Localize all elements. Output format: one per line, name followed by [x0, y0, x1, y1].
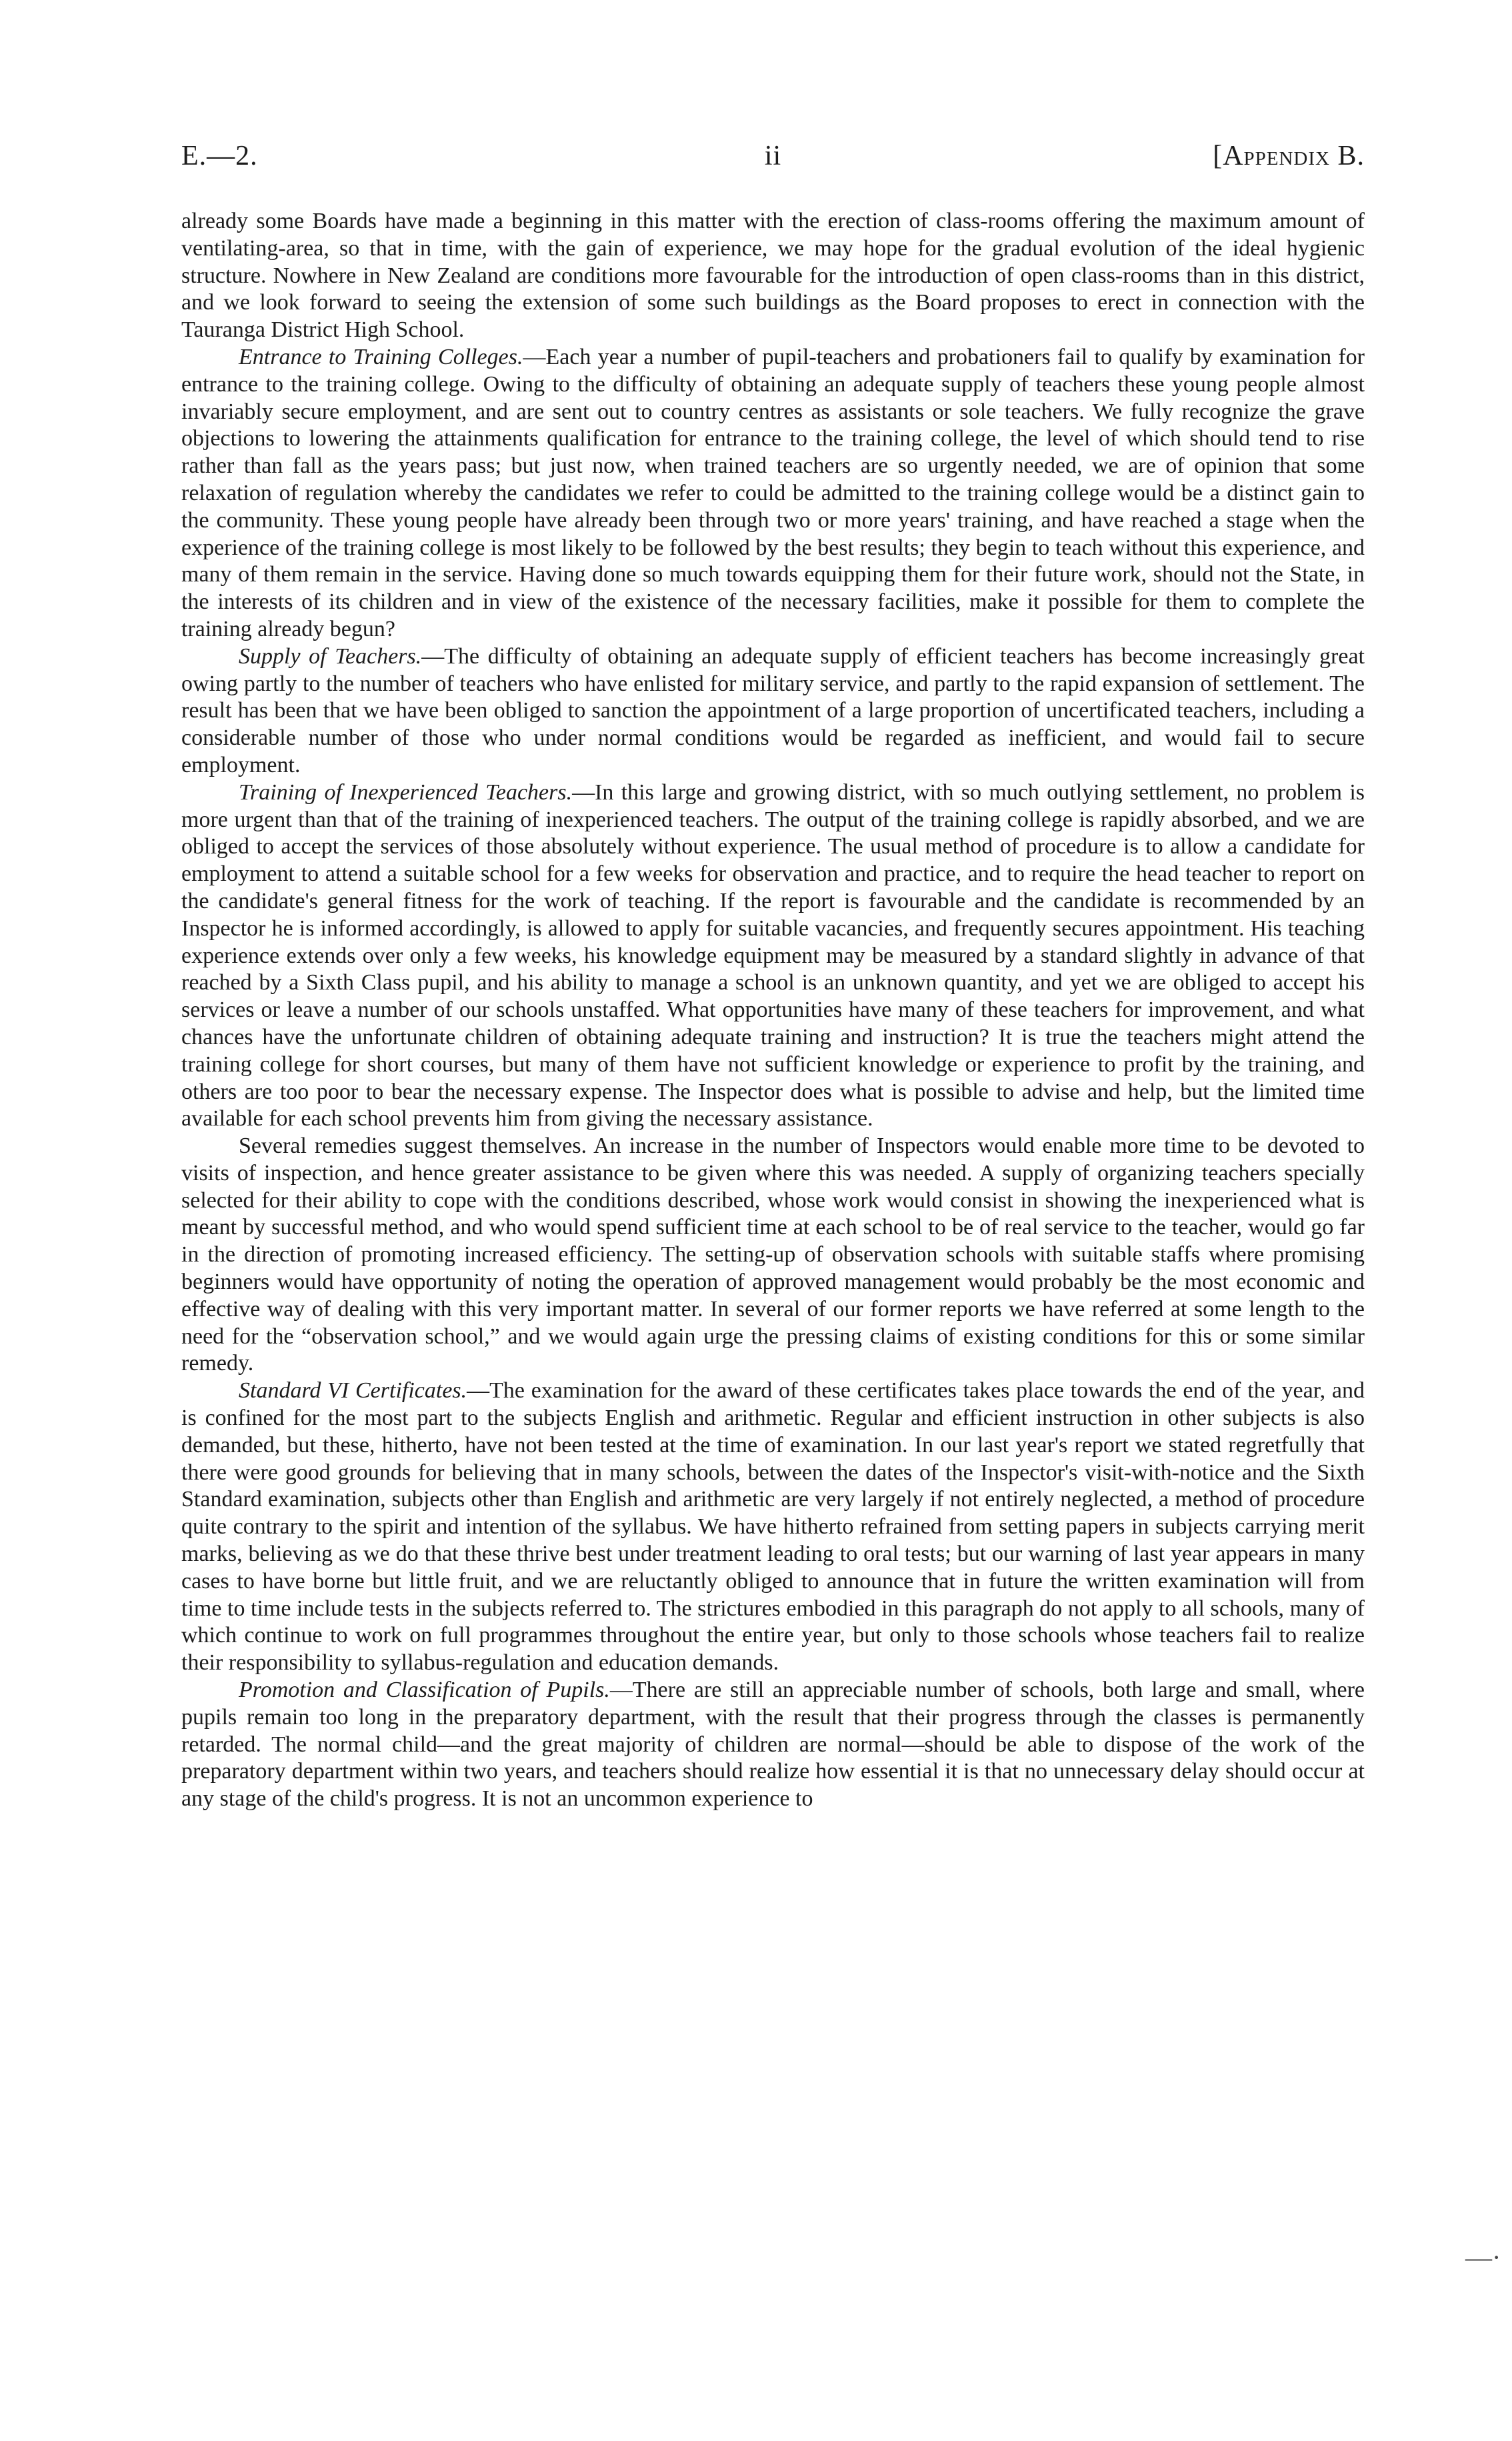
- paragraph-promotion-and-classification: [181, 1677, 1365, 1813]
- paragraph-text: —The examination for the award of these certificates takes place towards the end of the year, and is confined for the most part to the subjects English and arithmetic. Regular and efficient instruction in other subjects is also demanded, but these, hitherto, have not been tested at the time of examination. In our last year's report we stated regretfully that there were good grounds for believing that in many schools, between the dates of the Inspector's visit-with-notice and the Sixth Standard examination, subjects other than English and arithmetic are very largely if not entirely neglected, a method of procedure quite contrary to the spirit and intention of the syllabus. We have hitherto refrained from setting papers in subjects carrying merit marks, believing as we do that these thrive best under treatment leading to oral tests; but our warning of last year appears in many cases to have borne but little fruit, and we are reluctantly obliged to announce that in future the written examination will from time to time include tests in the subjects referred to. The strictures embodied in this paragraph do not apply to all schools, many of which continue to work on full programmes throughout the entire year, but only to those schools whose teachers fail to realize their responsibility to syllabus-regulation and education demands.: [181, 1378, 1365, 1676]
- section-heading: Supply of Teachers.: [239, 643, 422, 669]
- document-reference: E.—2.: [181, 141, 258, 171]
- paragraph-ventilation: [181, 208, 1365, 344]
- paragraph-text: already some Boards have made a beginning in this matter with the erection of class-rooms offering the maximum amount of ventilating-area, so that in time, with the gain of experience, we may hope for the gradual evolution of the ideal hygienic structure. Nowhere in New Zealand are conditions more favourable for the introduction of open class-rooms than in this district, and we look forward to seeing the extension of some such buildings as the Board proposes to erect in connection with the Tauranga District High School.: [181, 209, 1365, 343]
- paragraph-standard-vi-certificates: [181, 1378, 1365, 1677]
- paragraph-training-of-inexperienced-teachers: [181, 779, 1365, 1133]
- paragraph-text: —In this large and growing district, with so much outlying settlement, no problem is more urgent than that of the training of inexperienced teachers. The output of the training college is rapidly absorbed, and we are obliged to accept the services of those absolutely without experience. The usual method of procedure is to allow a candidate for employment to attend a suitable school for a few weeks for observation and practice, and to require the head teacher to report on the candidate's general fitness for the work of teaching. If the report is favourable and the candidate is recommended by an Inspector he is informed accordingly, is allowed to apply for suitable vacancies, and frequently secures appointment. His teaching experience extends over only a few weeks, his knowledge equipment may be measured by a standard slightly in advance of that reached by a Sixth Class pupil, and his ability to manage a school is an unknown quantity, and yet we are obliged to accept his services or leave a number of our schools unstaffed. What opportunities have many of these teachers for improvement, and what chances have the unfortunate children of obtaining adequate training and instruction? It is true the teachers might attend the training college for short courses, but many of them have not sufficient knowledge or experience to profit by the training, and others are too poor to bear the necessary expense. The Inspector does what is possible to advise and help, but the limited time available for each school prevents him from giving the necessary assistance.: [181, 779, 1365, 1131]
- section-heading: Promotion and Classification of Pupils.: [239, 1678, 610, 1703]
- paragraph-text: —There are still an appreciable number of schools, both large and small, where pupils remain too long in the preparatory department, with the result that their progress through the classes is permanently retarded. The normal child—and the great majority of children are normal—should be able to dispose of the work of the preparatory department within two years, and teachers should realize how essential it is that no unnecessary delay should occur at any stage of the child's progress. It is not an uncommon experience to: [181, 1678, 1365, 1812]
- section-heading: Training of Inexperienced Teachers.: [239, 779, 573, 805]
- paragraph-supply-of-teachers: [181, 643, 1365, 779]
- paragraph-text: —Each year a number of pupil-teachers and probationers fail to qualify by examination for entrance to the training college. Owing to the difficulty of obtaining an adequate supply of teachers these young people almost invariably secure employment, and are sent out to country centres as assistants or sole teachers. We fully recognize the grave objections to lowering the attainments qualification for entrance to the training college, the level of which should tend to rise rather than fall as the years pass; but just now, when trained teachers are so urgently needed, we are of opinion that some relaxation of regulation whereby the candidates we refer to could be admitted to the training college would be a distinct gain to the community. These young people have already been through two or more years' training, and have reached a stage when the experience of the training college is most likely to be followed by the best results; they begin to teach without this experience, and many of them remain in the service. Having done so much towards equipping them for their future work, should not the State, in the interests of its children and in view of the existence of the necessary facilities, make it possible for them to complete the training already begun?: [181, 344, 1365, 641]
- paragraph-entrance-to-training-colleges: [181, 344, 1365, 643]
- paragraph-text: Several remedies suggest themselves. An increase in the number of Inspectors would enable more time to be devoted to visits of inspection, and hence greater assistance to be given where this was needed. A supply of organizing teachers specially selected for their ability to cope with the conditions described, whose work would consist in showing the inexperienced what is meant by successful method, and who would spend sufficient time at each school to be of real service to the teacher, would go far in the direction of promoting increased efficiency. The setting-up of observation schools with suitable staffs where promising beginners would have opportunity of noting the operation of approved management would probably be the most economic and effective way of dealing with this very important matter. In several of our former reports we have referred at some length to the need for the “observation school,” and we would again urge the pressing claims of existing conditions for this or some similar remedy.: [181, 1133, 1365, 1376]
- margin-pencil-mark: —·: [1465, 2242, 1501, 2272]
- section-heading: Entrance to Training Colleges.: [239, 344, 523, 369]
- paragraph-text: —The difficulty of obtaining an adequate supply of efficient teachers has become increasingly great owing partly to the number of teachers who have enlisted for military service, and partly to the rapid expansion of settlement. The result has been that we have been obliged to sanction the appointment of a large proportion of uncertificated teachers, including a considerable number of those who under normal conditions would be regarded as inefficient, and would fail to secure employment.: [181, 643, 1365, 777]
- paragraph-remedies: [181, 1133, 1365, 1378]
- page-number: ii: [764, 141, 782, 171]
- section-heading: Standard VI Certificates.: [239, 1378, 467, 1404]
- appendix-label: [Appendix B.: [1213, 141, 1365, 171]
- page-header: [181, 140, 1365, 180]
- page-body: [181, 208, 1365, 1813]
